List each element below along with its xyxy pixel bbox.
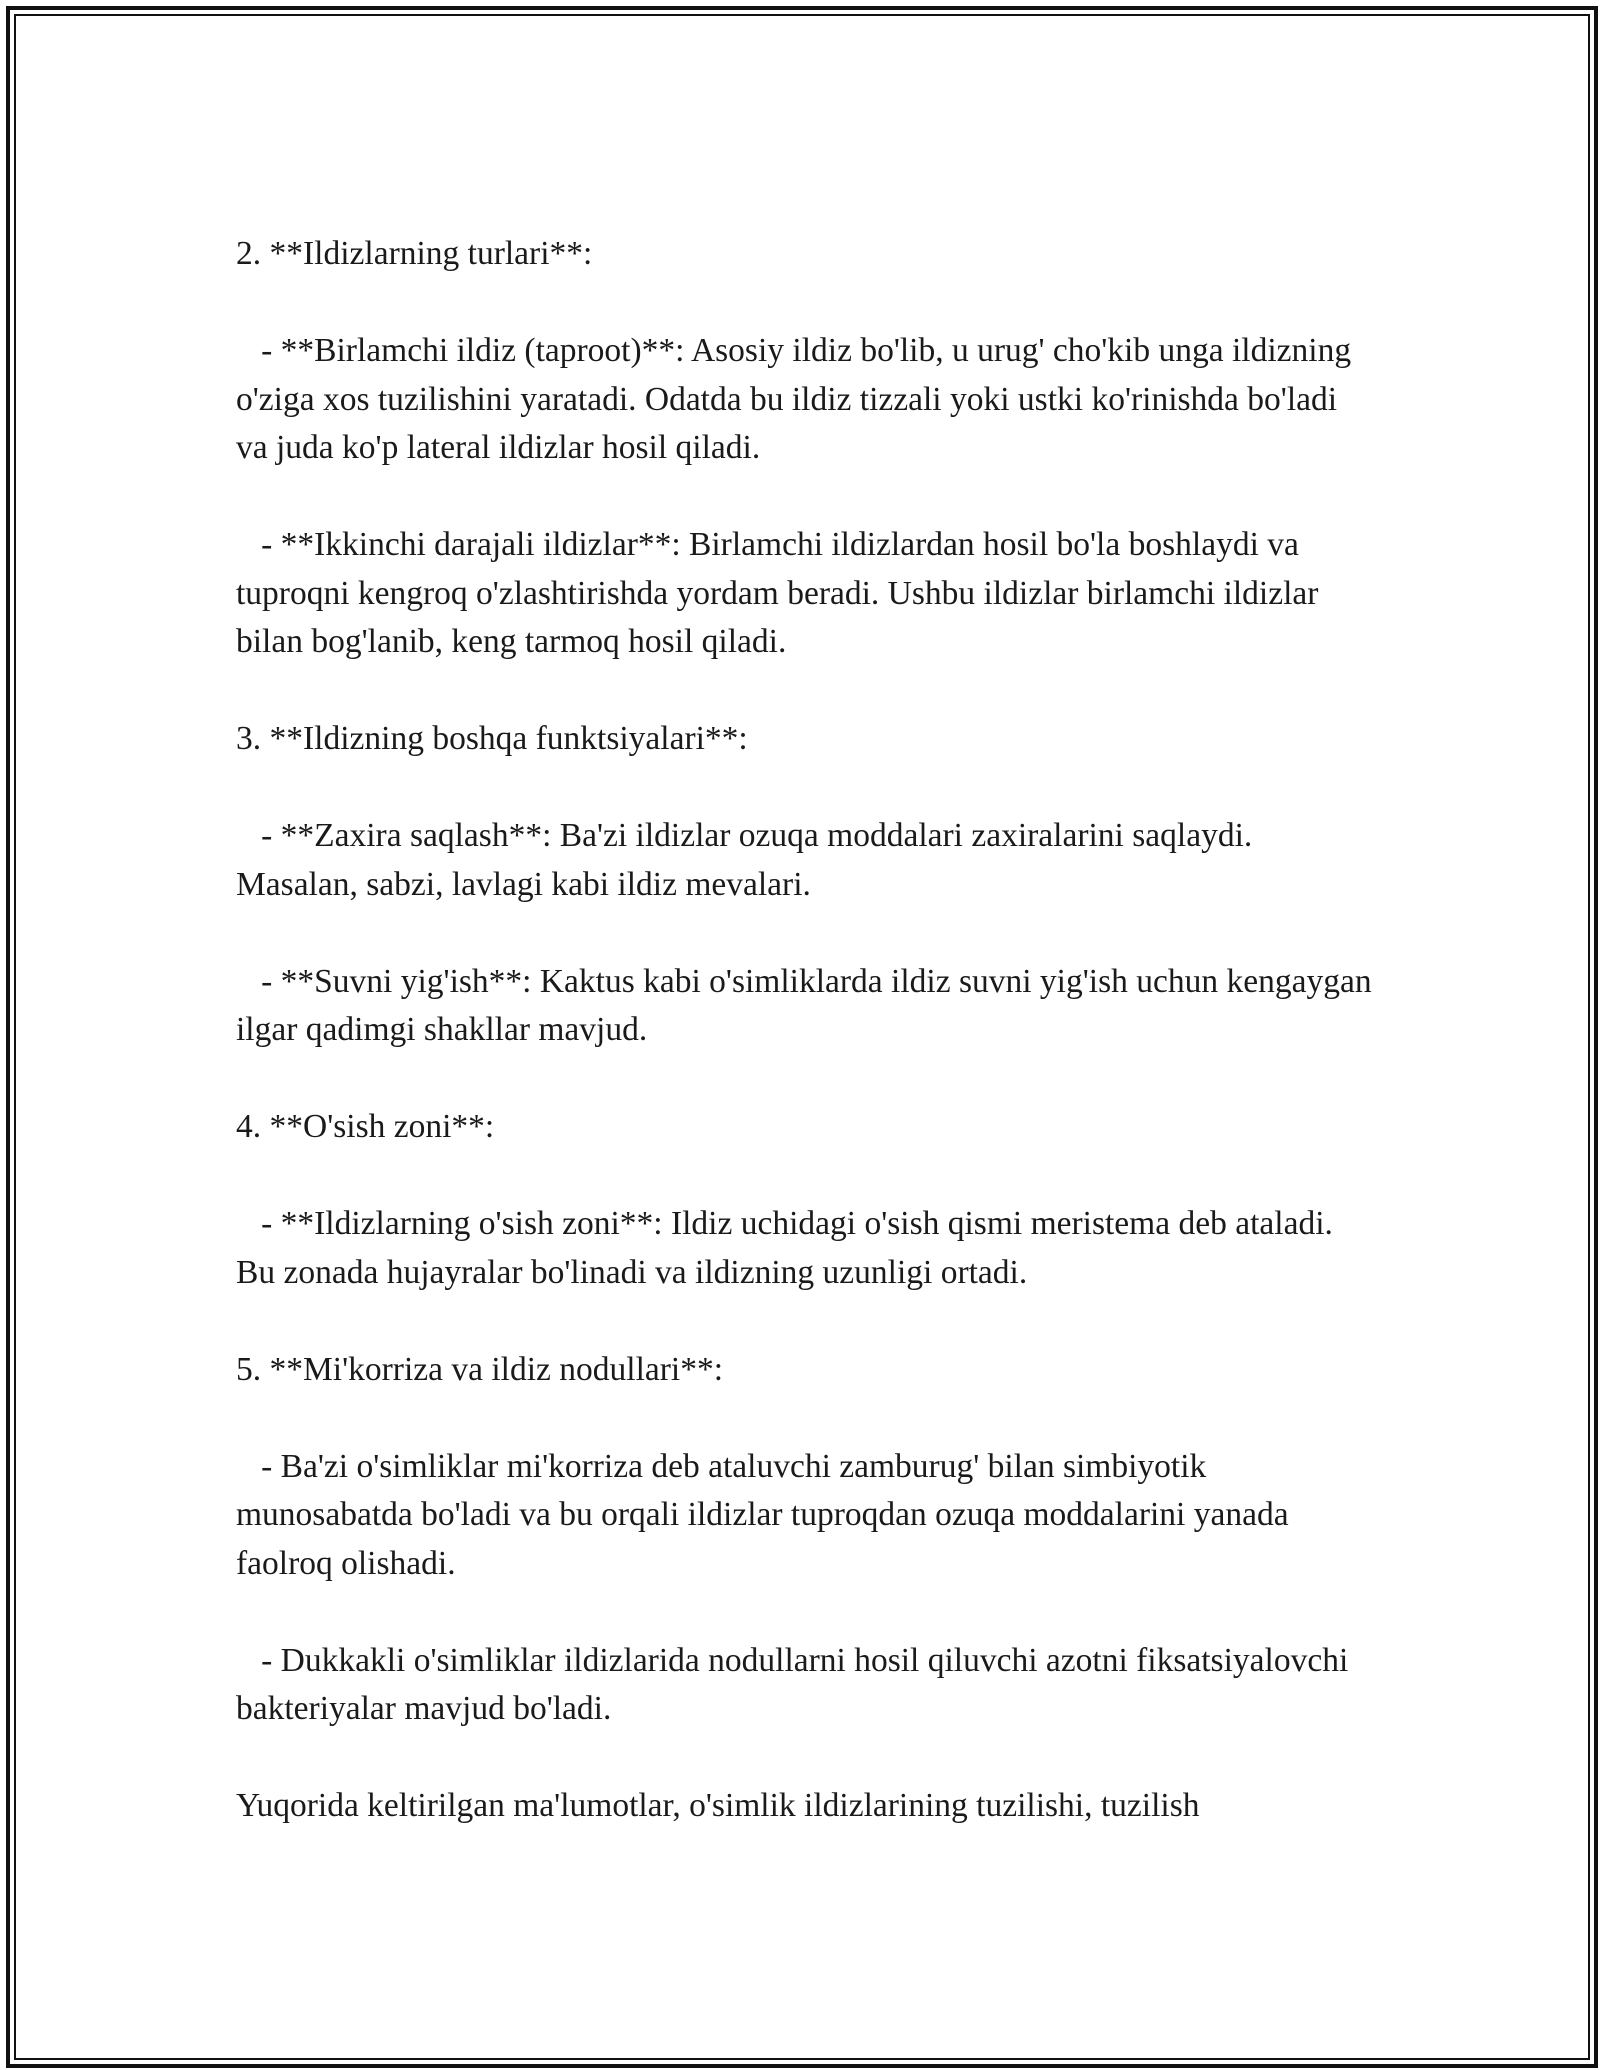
heading-root-types: 2. **Ildizlarning turlari**: — [236, 235, 593, 272]
paragraph-storage: - **Zaxira saqlash**: Ba'zi ildizlar ozuqa moddalari zaxiralarini saqlaydi. Masalan, sabzi, lavlagi kabi ildiz mevalari. — [236, 817, 1261, 903]
paragraph-taproot: - **Birlamchi ildiz (taproot)**: Asosiy ildiz bo'lib, u urug' cho'kib unga ildizning o'ziga xos tuzilishini yaratadi. Odatda bu ildiz tizzali yoki ustki ko'rinishda bo'ladi va juda ko'p lateral ildizlar hosil qiladi. — [236, 332, 1360, 466]
paragraph-secondary-roots: - **Ikkinchi darajali ildizlar**: Birlamchi ildizlardan hosil bo'la boshlaydi va tuproqni kengroq o'zlashtirishda yordam beradi. Ushbu ildizlar birlamchi ildizlar bilan bog'lanib, keng tarmoq hosil qiladi. — [236, 526, 1327, 660]
paragraph-growth-zone: - **Ildizlarning o'sish zoni**: Ildiz uchidagi o'sish qismi meristema deb ataladi. Bu zonada hujayralar bo'linadi va ildizning uzunligi ortadi. — [236, 1205, 1342, 1291]
heading-mycorrhiza: 5. **Mi'korriza va ildiz nodullari**: — [236, 1350, 724, 1388]
paragraph-mycorrhiza: - Ba'zi o'simliklar mi'korriza deb ataluvchi zamburug' bilan simbiyotik munosabatda bo'ladi va bu orqali ildizlar tuproqdan ozuqa moddalarini yanada faolroq olishadi. — [236, 1447, 1297, 1582]
paragraph-water-collection: - **Suvni yig'ish**: Kaktus kabi o'simliklarda ildiz suvni yig'ish uchun kengaygan ilgar qadimgi shakllar mavjud. — [236, 962, 1380, 1048]
paragraph-summary: Yuqorida keltirilgan ma'lumotlar, o'simlik ildizlarining tuzilishi, tuzilish — [236, 1787, 1200, 1824]
document-body — [236, 230, 1380, 1831]
heading-other-functions: 3. **Ildizning boshqa funktsiyalari**: — [236, 720, 748, 757]
paragraph-nodules: - Dukkakli o'simliklar ildizlarida nodullarni hosil qiluvchi azotni fiksatsiyalovchi bakteriyalar mavjud bo'ladi. — [236, 1641, 1357, 1727]
heading-growth-zone: 4. **O'sish zoni**: — [236, 1108, 495, 1145]
